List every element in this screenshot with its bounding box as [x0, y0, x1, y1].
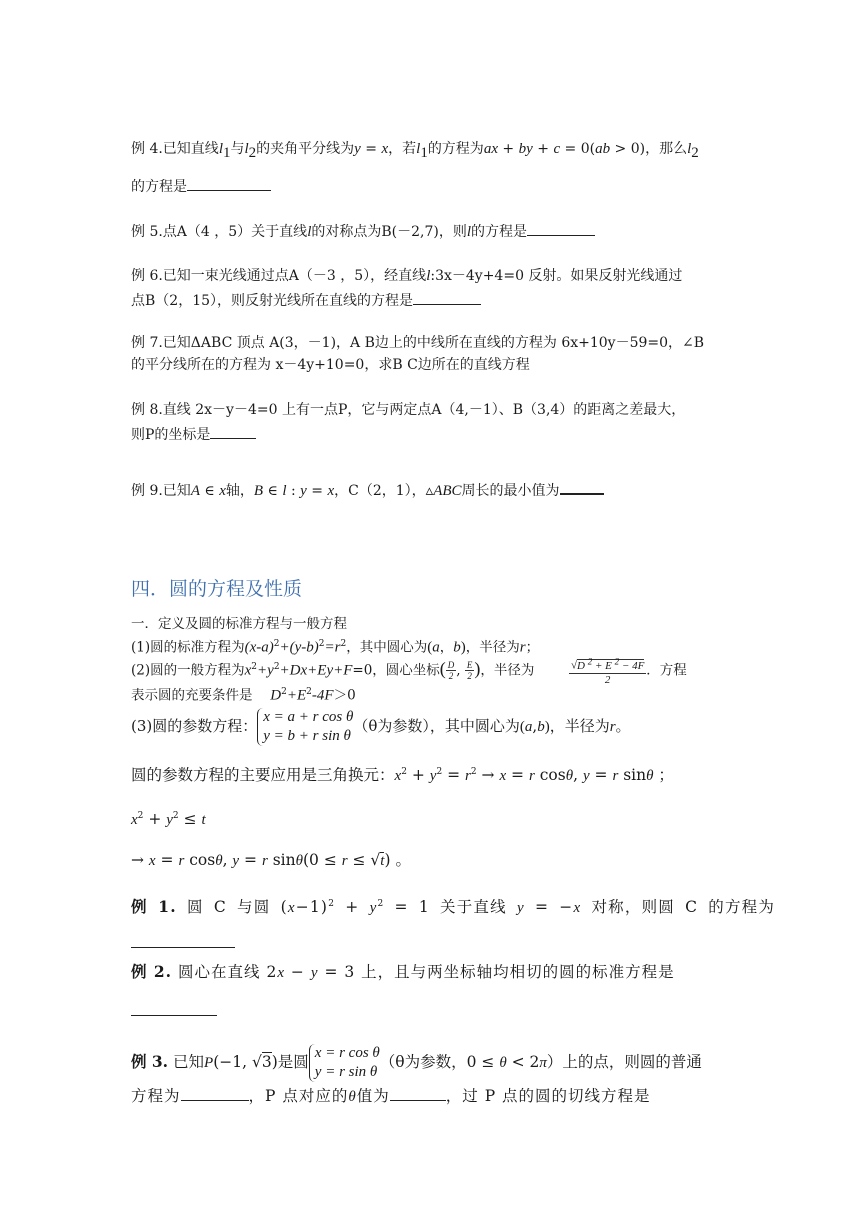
text: 对称，则圆 C 的方程为	[591, 898, 776, 917]
example-4-line1: 例 4.已知直线$l_1$与$l_2$的夹角平分线为y = x，若$l_1$的方程为ax + by + c = 0(ab > 0)，那么$l_2$	[131, 141, 699, 161]
text: (1)圆的标准方程为	[131, 639, 245, 656]
text: 与	[230, 141, 245, 157]
text: 例 7.已知ΔABC 顶点 A(3，－1)，A B边上的中线所在直线的方程为 6x+10y－59=0，∠B	[131, 335, 705, 351]
text: 例 2.	[131, 962, 173, 981]
text: ，半径为	[465, 639, 520, 656]
text: 一．定义及圆的标准方程与一般方程	[131, 616, 347, 632]
text: 表示圆的充要条件是	[131, 687, 253, 704]
text: ，半径为	[480, 662, 535, 679]
text: 例 5.点A（4 ，5）关于直线	[131, 224, 308, 240]
text: ）上的点，则圆的普通	[546, 1053, 702, 1071]
section-title: 四．圆的方程及性质	[131, 578, 303, 600]
inequality-substitution-line: → x = r cosθ, y = r sinθ(0 ≤ r ≤ √t) 。	[131, 851, 411, 869]
example-8-line1	[131, 400, 685, 420]
standard-equation-line: (1)圆的标准方程为$(x-a)^2+(y-b)^2=r^2$，其中圆心为(a，b)，半径为r；	[131, 639, 540, 656]
answer-blank[interactable]	[131, 1015, 217, 1016]
text: ，过 P 点的圆的切线方程是	[445, 1087, 651, 1105]
text: 的方程为	[427, 141, 484, 157]
answer-blank[interactable]	[131, 947, 235, 948]
example-7-line2	[131, 355, 530, 375]
example-8-line2	[131, 424, 256, 445]
subsection-title	[131, 614, 347, 634]
example-4-line2	[131, 176, 271, 197]
circle-example-1: 例 1. 圆 C 与圆 $(x-1)^2 + y^2 = 1$ 关于直线 y = −x 对称，则圆 C 的方程为	[131, 897, 776, 917]
text: ，若	[388, 141, 417, 157]
text: 点B（2，15），则反射光线所在直线的方程是	[131, 293, 414, 309]
answer-blank[interactable]	[413, 290, 481, 305]
answer-blank[interactable]	[210, 424, 256, 439]
example-6-line1: 例 6.已知一束光线通过点A（－3 ，5），经直线l:3x－4y+4=0 反射。如果反射光线通过	[131, 268, 683, 284]
text: ，半径为	[549, 717, 610, 735]
answer-blank[interactable]	[390, 1086, 446, 1101]
text: 的夹角平分线为	[256, 141, 355, 157]
text: 例 1.	[131, 897, 177, 917]
text: ，圆心坐标	[372, 662, 440, 679]
text: 轴，	[225, 483, 254, 499]
text: 例 8.直线 2x－y－4=0 上有一点P，它与两定点A（4,－1）、B（3,4）的距离之差最大，	[131, 402, 686, 418]
text: 的方程是	[131, 179, 187, 195]
text: 例 3.	[131, 1052, 169, 1071]
text: 周长的最小值为	[461, 483, 560, 499]
text: :3x－4y+4=0 反射。如果反射光线通过	[430, 268, 683, 284]
example-7-line1	[131, 333, 704, 353]
answer-blank[interactable]	[187, 176, 271, 191]
text: 圆 C 与圆	[187, 898, 271, 917]
answer-blank[interactable]	[181, 1086, 249, 1101]
answer-blank[interactable]	[560, 479, 604, 495]
example-9: 例 9.已知A ∈ x轴，B ∈ l : y = x，C（2，1），▵ABC周长的最小值为	[131, 479, 604, 501]
inequality-line: $x^2 + y^2 \le t$	[131, 810, 206, 829]
example-5: 例 5.点A（4 ，5）关于直线l的对称点为B(－2,7)，则l的方程是	[131, 221, 595, 242]
text: 例 4.已知直线	[131, 141, 219, 157]
text: (3)圆的参数方程：	[131, 717, 258, 735]
text: (2)圆的一般方程为	[131, 662, 245, 679]
text: 是圆	[277, 1053, 309, 1071]
condition-line: 表示圆的充要条件是 $D^2+E^2-4F>0$	[131, 687, 356, 704]
text: 例 6.已知一束光线通过点A（－3 ，5），经直线	[131, 268, 427, 284]
text: 圆心在直线	[178, 963, 261, 981]
parametric-equation-line: (3)圆的参数方程： x = a + r cos θ y = b + r sin θ （θ为参数），其中圆心为(a,b)，半径为r。	[131, 709, 631, 744]
general-equation-line: (2)圆的一般方程为$x^2+y^2+Dx+Ey+F=0$，圆心坐标( $\frac{D}{2}$ , $\frac{E}{2}$ )，半径为 $\frac{√D ^2 + E ^2 - 4F}{2}$ ．方程	[131, 656, 687, 686]
text: ．方程	[646, 662, 687, 679]
circle-example-2: 例 2. 圆心在直线 2x − y = 3 上，且与两坐标轴均相切的圆的标准方程是	[131, 962, 675, 981]
text: 值为	[356, 1087, 390, 1105]
text: 例 9.已知	[131, 483, 191, 499]
text: 的平分线所在的方程为 x－4y+10=0，求B C边所在的直线方程	[131, 357, 530, 373]
text: 已知	[173, 1053, 205, 1071]
answer-blank[interactable]	[527, 221, 595, 236]
text: （θ为参数），其中圆心为	[353, 717, 520, 735]
text: 的对称点为B(－2,7)，则	[311, 224, 467, 240]
text: 上，且与两坐标轴均相切的圆的标准方程是	[361, 963, 675, 981]
text: 圆的参数方程的主要应用是三角换元：	[131, 766, 395, 785]
circle-example-3-line1: 例 3. 已知P(−1, √3)是圆 x = r cos θ y = r sin θ （θ为参数，0 ≤ θ < 2π）上的点，则圆的普通	[131, 1045, 702, 1080]
text: 的方程是	[471, 224, 528, 240]
circle-example-3-line2: 方程为 ，P 点对应的θ值为 ，过 P 点的圆的切线方程是	[131, 1087, 651, 1105]
text: ，P 点对应的	[248, 1087, 349, 1105]
text: 则P的坐标是	[131, 427, 211, 443]
text: 方程为	[131, 1087, 181, 1105]
text: ，C（2，1），	[334, 483, 426, 499]
text: 关于直线	[440, 898, 507, 917]
example-6-line2	[131, 290, 481, 311]
text: （θ为参数，	[379, 1053, 467, 1071]
text: ，那么	[645, 141, 688, 157]
trig-substitution-line: 圆的参数方程的主要应用是三角换元：$x^2 + y^2 = r^2 \to x = r$ cosθ, y = r sinθ ；	[131, 766, 674, 785]
text: ，其中圆心为	[346, 639, 428, 656]
